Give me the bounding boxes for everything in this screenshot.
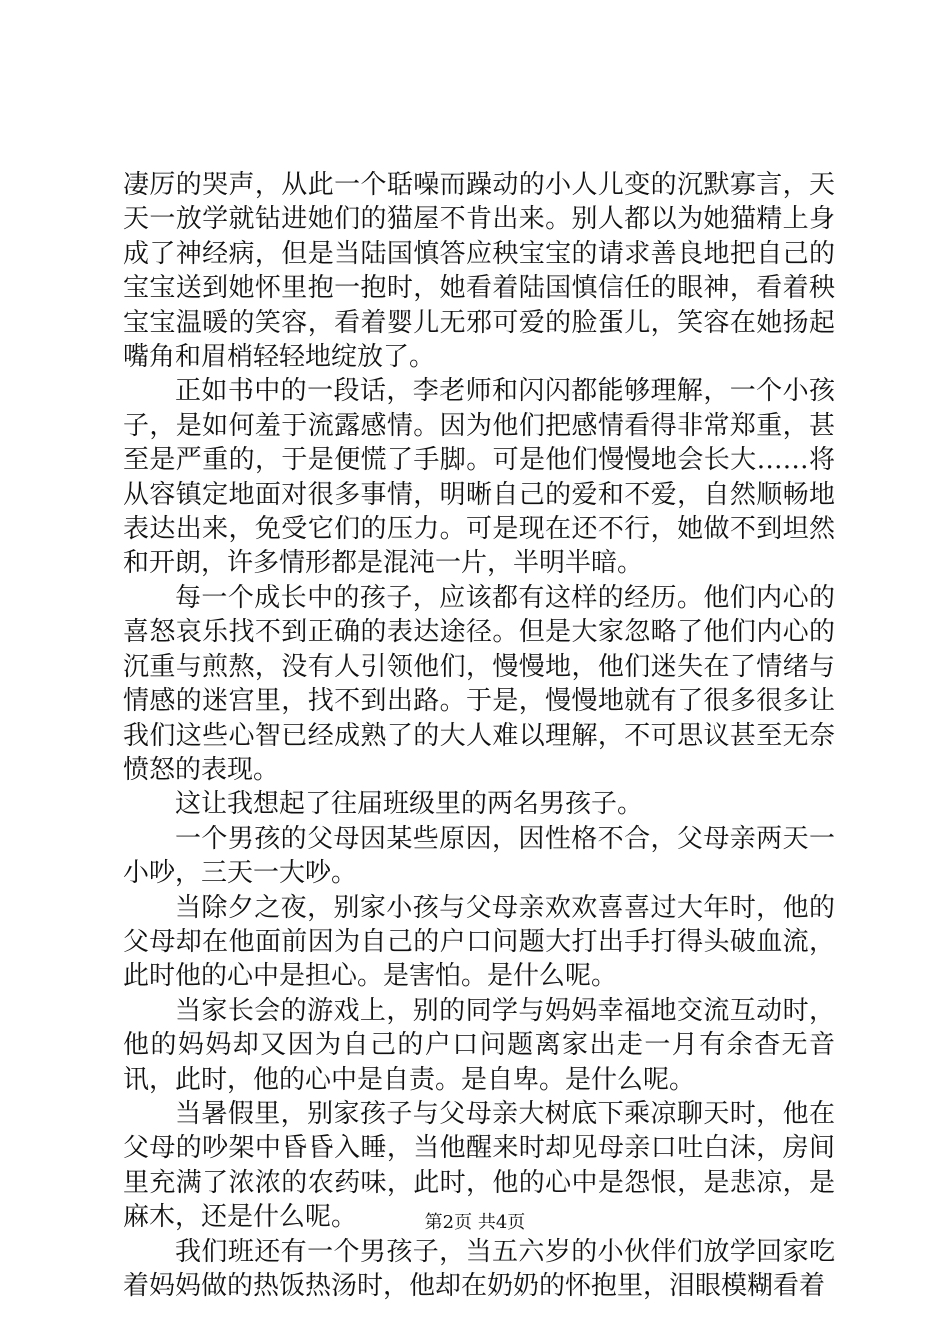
paragraph: 当暑假里，别家孩子与父母亲大树底下乘凉聊天时，他在父母的吵架中昏昏入睡，当他醒来时却见母亲口吐白沫，房间里充满了浓浓的农药味，此时，他的心中是怨恨，是悲凉，是麻木，还是什么呢。: [123, 1098, 835, 1233]
body-text: [123, 168, 835, 1303]
page-number-footer: 第2页 共4页: [424, 1212, 526, 1233]
paragraph: 正如书中的一段话，李老师和闪闪都能够理解，一个小孩子，是如何羞于流露感情。因为他们把感情看得非常郑重，甚至是严重的，于是便慌了手脚。可是他们慢慢地会长大……将从容镇定地面对很多事情，明晰自己的爱和不爱，自然顺畅地表达出来，免受它们的压力。可是现在还不行，她做不到坦然和开朗，许多情形都是混沌一片，半明半暗。: [123, 376, 835, 579]
paragraph: 我们班还有一个男孩子，当五六岁的小伙伴们放学回家吃着妈妈做的热饭热汤时，他却在奶奶的怀抱里，泪眼模糊看着: [123, 1236, 835, 1301]
paragraph: 每一个成长中的孩子，应该都有这样的经历。他们内心的喜怒哀乐找不到正确的表达途径。但是大家忽略了他们内心的沉重与煎熬，没有人引领他们，慢慢地，他们迷失在了情绪与情感的迷宫里，找不到出路。于是，慢慢地就有了很多很多让我们这些心智已经成熟了的大人难以理解，不可思议甚至无奈愤怒的表现。: [123, 582, 835, 785]
paragraph: 这让我想起了往届班级里的两名男孩子。: [175, 789, 644, 820]
paragraph: 当家长会的游戏上，别的同学与妈妈幸福地交流互动时，他的妈妈却又因为自己的户口问题离家出走一月有余杳无音讯，此时，他的心中是自责。是自卑。是什么呢。: [123, 995, 835, 1095]
paragraph-continued: 凄厉的哭声，从此一个聒噪而躁动的小人儿变的沉默寡言，天天一放学就钻进她们的猫屋不肯出来。别人都以为她猫精上身成了神经病，但是当陆国慎答应秧宝宝的请求善良地把自己的宝宝送到她怀里抱一抱时，她看着陆国慎信任的眼神，看着秧宝宝温暖的笑容，看着婴儿无邪可爱的脸蛋儿，笑容在她扬起嘴角和眉梢轻轻地绽放了。: [123, 170, 835, 373]
paragraph: 当除夕之夜，别家小孩与父母亲欢欢喜喜过大年时，他的父母却在他面前因为自己的户口问题大打出手打得头破血流，此时他的心中是担心。是害怕。是什么呢。: [123, 892, 835, 992]
paragraph: 一个男孩的父母因某些原因，因性格不合，父母亲两天一小吵，三天一大吵。: [123, 823, 835, 889]
